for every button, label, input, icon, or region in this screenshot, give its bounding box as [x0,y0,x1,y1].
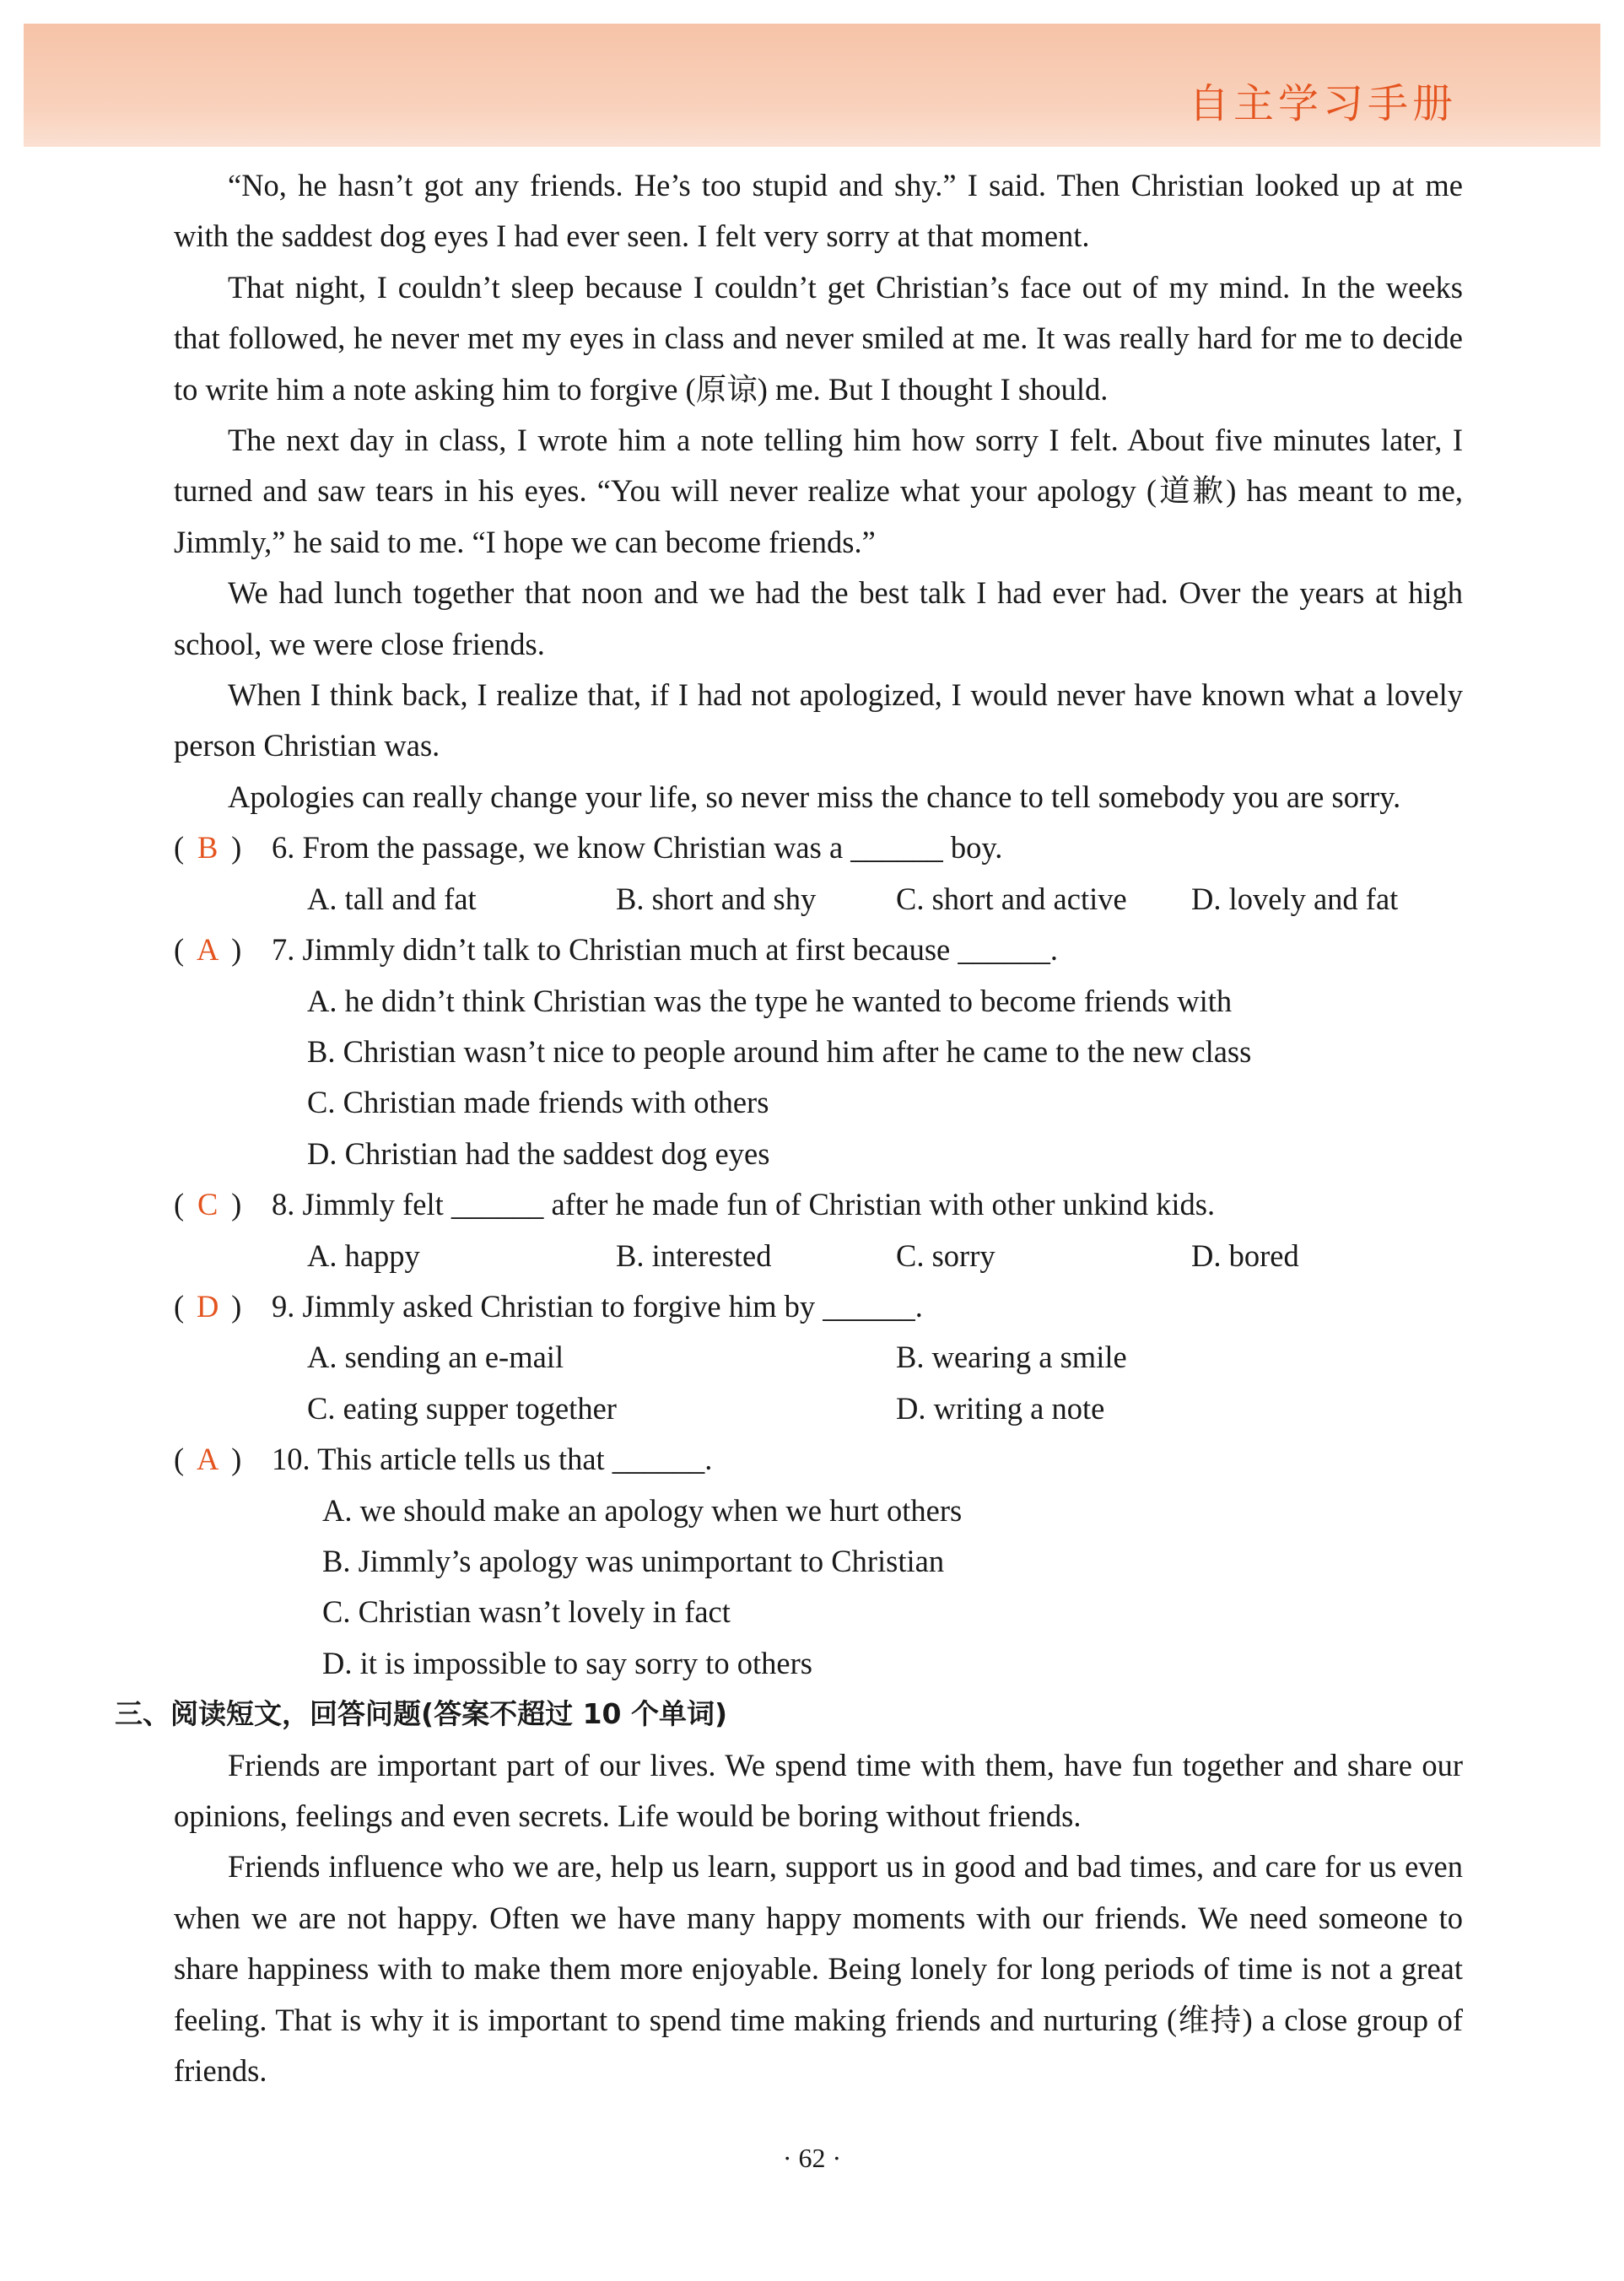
passage-paragraph: Friends influence who we are, help us learn, support us in good and bad times, and care for us even when we are not happy. Often we have many happy moments with our friends. We need someone to share happiness with to make them more enjoyable. Being lonely for long periods of time is not a great feeling. That is why it is important to spend time making friends and nurturing (维持) a close group of friends. [174,1849,1463,2089]
passage-paragraph: “No, he hasn’t got any friends. He’s too stupid and shy.” I said. Then Christian looked up at me with the saddest dog eyes I had ever seen. I felt very sorry at that moment. [174,168,1463,254]
question-6 [174,822,1463,873]
option-c: C. Christian made friends with others [307,1085,769,1120]
option-c: C. Christian wasn’t lovely in fact [322,1594,731,1630]
option-d: D. it is impossible to say sorry to others [322,1645,812,1680]
option-a: A. we should make an apology when we hurt others [322,1492,963,1528]
options-row [174,874,1463,925]
option-d: D. lovely and fat [1191,881,1399,916]
passage-paragraph: Friends are important part of our lives. We spend time with them, have fun together and share our opinions, feelings and even secrets. Life would be boring without friends. [174,1747,1463,1833]
passage-paragraph: We had lunch together that noon and we had the best talk I had ever had. Over the years at high school, we were close friends. [174,575,1463,661]
answer-bracket: ( B ) [174,822,241,873]
answer-letter: A [196,932,219,968]
question-stem: 7. Jimmly didn’t talk to Christian much at first because ______. [272,932,1058,968]
answer-bracket: ( D ) [174,1281,241,1332]
answer-bracket: ( A ) [174,925,241,975]
option-d: D. bored [1191,1238,1299,1273]
question-stem: 6. From the passage, we know Christian was a ______ boy. [272,830,1003,865]
section-title: 三、阅读短文，回答问题(答案不超过 10 个单词) [115,1697,728,1731]
answer-bracket: ( A ) [174,1434,241,1485]
option-d: D. Christian had the saddest dog eyes [307,1135,770,1171]
option-c: C. eating supper together [307,1390,617,1426]
answer-letter: A [196,1442,219,1477]
question-stem: 10. This article tells us that ______. [272,1442,713,1477]
answer-letter: D [196,1288,219,1324]
header-title: 自主学习手册 [1188,80,1457,127]
question-stem: 9. Jimmly asked Christian to forgive him by ______. [272,1288,923,1324]
question-8 [174,1179,1463,1230]
option-c: C. short and active [896,881,1127,916]
option-a: A. sending an e-mail [307,1340,564,1375]
option-a: A. tall and fat [307,881,477,916]
option-a: A. happy [307,1238,420,1273]
option-b: B. Jimmly’s apology was unimportant to Christian [322,1543,945,1578]
answer-letter: C [197,1187,219,1222]
question-10 [174,1434,1463,1485]
question-7 [174,925,1463,975]
passage-paragraph: When I think back, I realize that, if I had not apologized, I would never have known what a lovely person Christian was. [174,677,1463,763]
passage-paragraph: Apologies can really change your life, so never miss the chance to tell somebody you are sorry. [228,779,1401,814]
answer-letter: B [197,830,219,865]
option-b: B. short and shy [616,881,817,916]
options-row [174,1231,1463,1281]
answer-bracket: ( C ) [174,1179,241,1230]
option-b: B. interested [616,1238,772,1273]
question-9 [174,1281,1463,1332]
option-c: C. sorry [896,1238,995,1273]
option-b: B. wearing a smile [896,1340,1127,1375]
option-b: B. Christian wasn’t nice to people around him after he came to the new class [307,1033,1252,1069]
options-row [174,1332,1463,1383]
passage-paragraph: The next day in class, I wrote him a note telling him how sorry I felt. About five minutes later, I turned and saw tears in his eyes. “You will never realize what your apology (道歉) has meant to me, Jimmly,” he said to me. “I hope we can become friends.” [174,423,1463,559]
question-stem: 8. Jimmly felt ______ after he made fun of Christian with other unkind kids. [272,1187,1216,1222]
page-number: · 62 · [782,2143,842,2173]
option-d: D. writing a note [896,1390,1105,1426]
page-content [115,160,1463,2096]
option-a: A. he didn’t think Christian was the type he wanted to become friends with [307,983,1233,1018]
passage-paragraph: That night, I couldn’t sleep because I couldn’t get Christian’s face out of my mind. In the weeks that followed, he never met my eyes in class and never smiled at me. It was really hard for me to decide to write him a note asking him to forgive (原谅) me. But I thought I should. [174,269,1463,407]
options-row [174,1383,1463,1434]
